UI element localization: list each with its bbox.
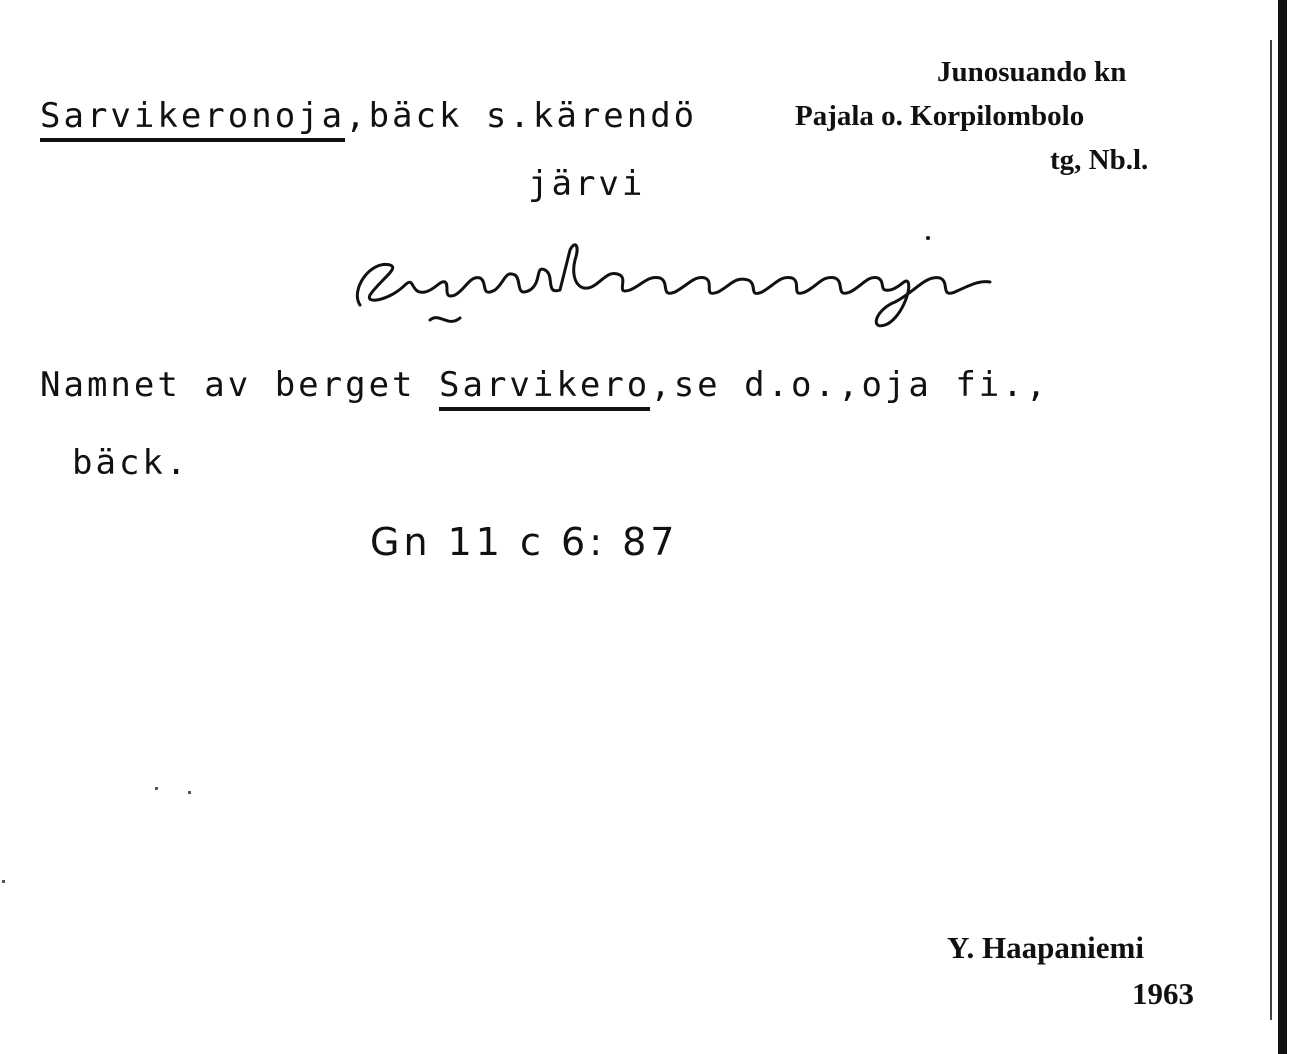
signature-stroke bbox=[357, 245, 990, 326]
year: 1963 bbox=[1132, 976, 1194, 1011]
location-parish: Pajala o. Korpilombolo bbox=[795, 100, 1085, 132]
location-municipality: Junosuando kn bbox=[937, 56, 1127, 88]
headword-description-continued: järvi bbox=[528, 164, 646, 204]
explanation-suffix: ,se d.o.,oja fi., bbox=[650, 365, 1050, 405]
headword: Sarvikeronoja bbox=[40, 96, 345, 142]
speck bbox=[188, 791, 191, 794]
explanation-line-1 bbox=[40, 365, 1049, 405]
explanation-prefix: Namnet av berget bbox=[40, 365, 439, 405]
location-county: tg, Nb.l. bbox=[1050, 144, 1149, 176]
header-line bbox=[40, 96, 697, 136]
referenced-name: Sarvikero bbox=[439, 365, 650, 411]
source-reference: Gn 11 c 6: 87 bbox=[370, 520, 679, 564]
headword-description: ,bäck s.kärendö bbox=[345, 96, 698, 136]
handwritten-name-signature bbox=[330, 220, 1050, 340]
card-edge-shadow bbox=[1270, 40, 1272, 1020]
explanation-line-2: bäck. bbox=[72, 443, 190, 483]
accent-dot bbox=[926, 236, 930, 240]
speck bbox=[2, 880, 5, 883]
author-name: Y. Haapaniemi bbox=[947, 930, 1144, 965]
tilde-mark bbox=[430, 318, 460, 322]
speck bbox=[155, 787, 158, 790]
card-edge bbox=[1278, 0, 1287, 1054]
